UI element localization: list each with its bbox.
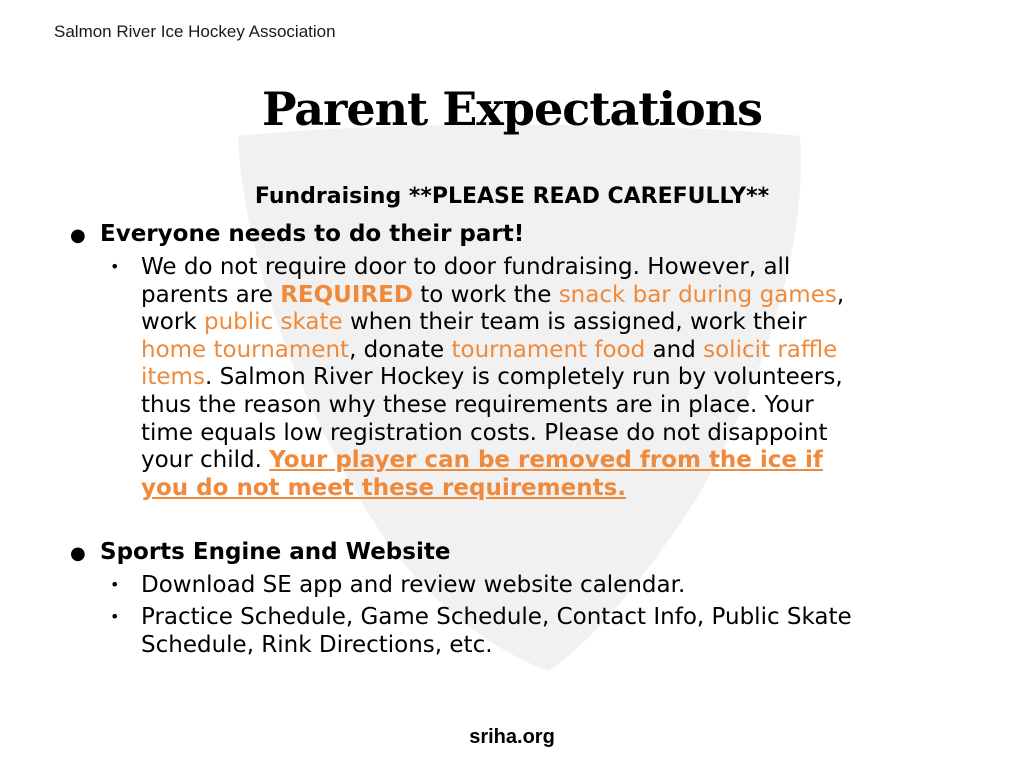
text-line <box>141 572 961 600</box>
text-line <box>141 282 961 310</box>
sub-bullet-icon: • <box>110 575 120 594</box>
text-run: your child. <box>141 447 270 474</box>
page-title: Parent Expectations <box>261 82 763 136</box>
text-run: . Salmon River Hockey is completely run by volunteers, <box>204 364 843 391</box>
bullet-heading-fundraising: Everyone needs to do their part! <box>100 221 525 247</box>
text-run: Practice Schedule, Game Schedule, Contact Info, Public Skate <box>141 604 852 630</box>
highlighted-text: home tournament <box>141 336 350 363</box>
highlighted-text: solicit raffle <box>703 336 838 363</box>
text-line <box>141 475 961 503</box>
sub-bullet-icon: • <box>110 257 120 276</box>
text-run: We do not require door to door fundraising. However, all <box>141 254 791 280</box>
highlighted-text: Your player can be removed from the ice if <box>269 447 823 474</box>
text-run: to work the <box>412 281 559 308</box>
sports-engine-item-1 <box>141 572 961 600</box>
text-line <box>141 309 961 337</box>
text-run: Schedule, Rink Directions, etc. <box>141 631 493 658</box>
text-line <box>141 364 961 392</box>
highlighted-text: items <box>141 364 205 391</box>
text-line <box>141 632 961 660</box>
highlighted-text: public skate <box>203 309 343 336</box>
organization-name: Salmon River Ice Hockey Association <box>54 22 336 41</box>
text-run: and <box>645 336 704 363</box>
sports-engine-item-2 <box>141 604 961 659</box>
highlighted-text: you do not meet these requirements. <box>141 474 627 501</box>
highlighted-text: tournament food <box>451 336 646 363</box>
text-run: time equals low registration costs. Please do not disappoint <box>141 419 828 446</box>
footer-website: sriha.org <box>469 726 555 748</box>
text-line <box>141 392 961 420</box>
text-run: parents are <box>141 281 281 308</box>
bullet-icon: ● <box>70 225 86 246</box>
section-subtitle: Fundraising **PLEASE READ CAREFULLY** <box>254 184 770 209</box>
text-line <box>141 337 961 365</box>
highlighted-text: REQUIRED <box>280 281 413 308</box>
text-line <box>141 604 961 632</box>
highlighted-text: snack bar during games <box>558 281 837 308</box>
sub-bullet-icon: • <box>110 607 120 626</box>
text-run: thus the reason why these requirements are in place. Your <box>141 391 814 418</box>
text-line <box>141 447 961 475</box>
text-line <box>141 254 961 282</box>
text-run: work <box>141 309 204 336</box>
fundraising-paragraph <box>141 254 961 502</box>
text-run: , donate <box>349 336 452 363</box>
bullet-heading-sports-engine: Sports Engine and Website <box>100 539 451 565</box>
text-run: Download SE app and review website calendar. <box>141 572 686 598</box>
text-line <box>141 420 961 448</box>
text-run: when their team is assigned, work their <box>342 309 807 336</box>
bullet-icon: ● <box>70 543 86 564</box>
text-run: , <box>836 281 845 308</box>
